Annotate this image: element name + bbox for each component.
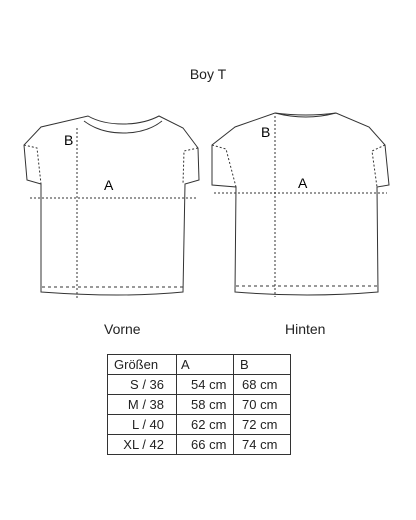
back-shirt-drawing [212, 113, 389, 297]
width-cell: 62 cm [177, 415, 234, 435]
front-view-label: Vorne [104, 321, 141, 337]
length-cell: 70 cm [234, 395, 291, 415]
back-view-label: Hinten [285, 321, 326, 337]
table-row [108, 435, 291, 455]
table-header-row [108, 355, 291, 375]
back-left-sleeve-cuff [212, 145, 236, 187]
size-cell: XL / 42 [108, 435, 177, 455]
front-right-sleeve-cuff [183, 148, 198, 184]
table-header-cell: Größen [108, 355, 177, 375]
front-length-label: B [64, 132, 74, 148]
width-cell: 66 cm [177, 435, 234, 455]
back-right-sleeve-cuff [372, 145, 385, 187]
length-cell: 72 cm [234, 415, 291, 435]
width-cell: 54 cm [177, 375, 234, 395]
front-shirt-outline [24, 116, 199, 295]
table-header-cell: B [234, 355, 291, 375]
table-row [108, 395, 291, 415]
front-width-label: A [104, 177, 114, 193]
back-shirt-outline [212, 113, 389, 295]
table-row [108, 415, 291, 435]
front-neck-band [84, 121, 162, 133]
front-shirt-drawing [24, 116, 199, 298]
table-header-cell: A [177, 355, 234, 375]
back-width-label: A [298, 175, 308, 191]
size-cell: M / 38 [108, 395, 177, 415]
back-length-label: B [261, 124, 271, 140]
table-row [108, 375, 291, 395]
page-title: Boy T [189, 66, 227, 82]
size-table [107, 354, 291, 455]
length-cell: 68 cm [234, 375, 291, 395]
size-cell: S / 36 [108, 375, 177, 395]
width-cell: 58 cm [177, 395, 234, 415]
size-cell: L / 40 [108, 415, 177, 435]
length-cell: 74 cm [234, 435, 291, 455]
